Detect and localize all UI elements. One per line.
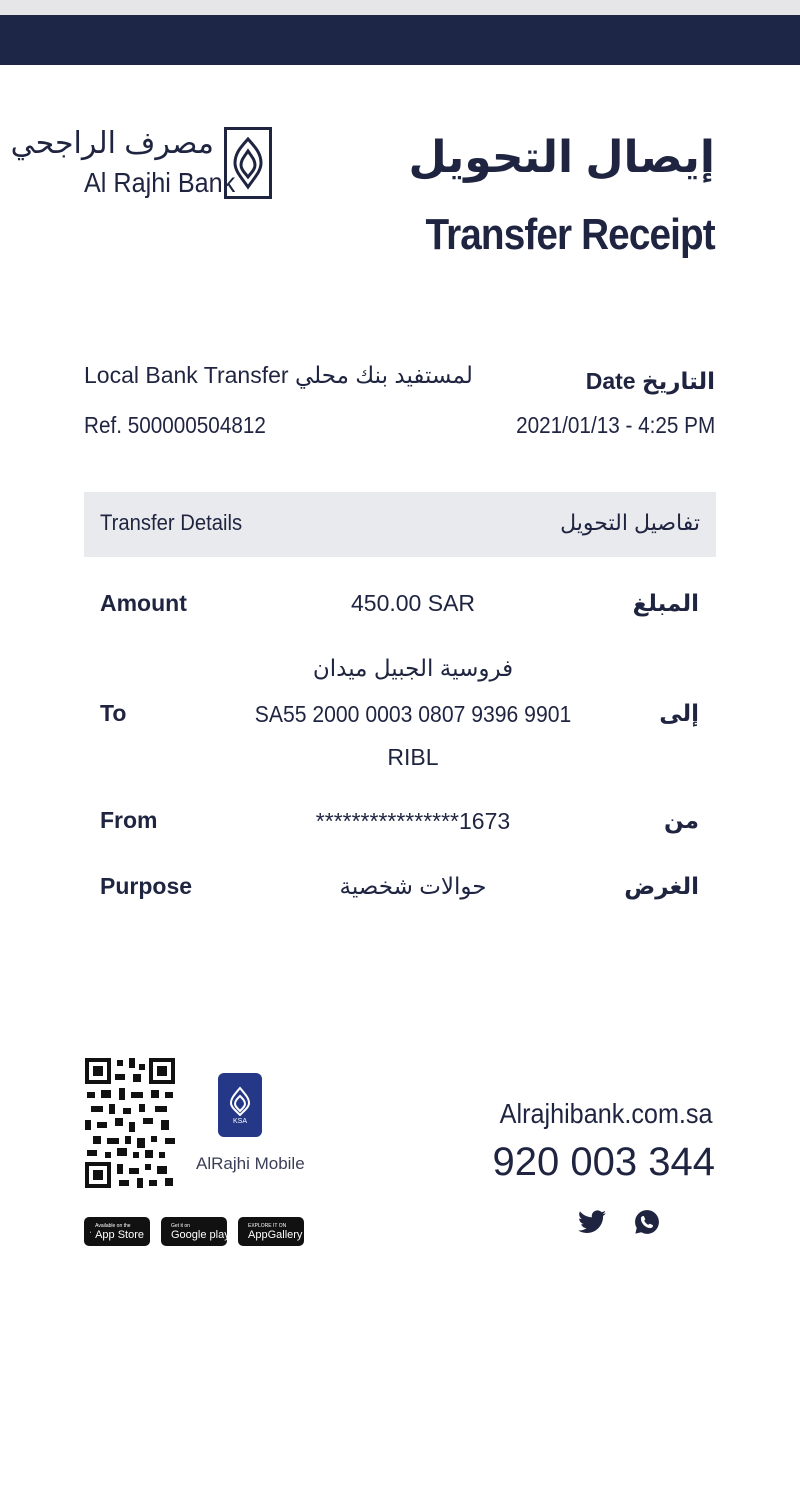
app-gallery-text: AppGallery	[248, 1228, 303, 1241]
from-account: ****************1673	[315, 808, 511, 834]
app-store-small-text: Available on the	[95, 1222, 131, 1229]
date-label: Date التاريخ	[585, 368, 715, 394]
google-play-badge[interactable]	[161, 1217, 230, 1246]
app-gallery-small-text: EXPLORE IT ON	[248, 1222, 287, 1229]
app-store-badge[interactable]	[84, 1217, 150, 1246]
beneficiary-iban: SA55 2000 0003 0807 9396 9901	[254, 701, 572, 727]
beneficiary-bank-code: RIBL	[387, 744, 439, 770]
website-link[interactable]: Alrajhibank.com.sa	[500, 1098, 713, 1129]
app-icon-label: KSA	[232, 1117, 247, 1125]
twitter-icon[interactable]	[577, 1207, 607, 1237]
amount-value: 450.00 SAR	[350, 590, 476, 616]
to-label: To	[100, 700, 127, 726]
bank-logo	[10, 127, 272, 201]
transfer-details-title-english: Transfer Details	[100, 510, 243, 535]
receipt-title-arabic: إيصال التحويل	[408, 133, 715, 182]
app-store-text: App Store	[95, 1228, 144, 1241]
amount-label: Amount	[100, 590, 187, 616]
bank-emblem-icon	[224, 127, 272, 199]
google-play-text: Google play	[171, 1228, 230, 1241]
from-label-arabic: من	[664, 807, 699, 833]
to-label-arabic: إلى	[659, 700, 699, 726]
app-gallery-badge[interactable]	[238, 1217, 304, 1246]
from-label: From	[100, 807, 158, 833]
transfer-details-header	[84, 492, 716, 557]
amount-label-arabic: المبلغ	[632, 590, 699, 616]
reference-number: Ref. 500000504812	[84, 412, 266, 438]
app-name: AlRajhi Mobile	[196, 1154, 305, 1173]
purpose-value: حوالات شخصية	[339, 873, 487, 899]
top-bar	[0, 15, 800, 65]
whatsapp-icon[interactable]	[632, 1207, 662, 1237]
transfer-details-title-arabic: تفاصيل التحويل	[560, 510, 700, 535]
receipt-title-english: Transfer Receipt	[425, 210, 715, 259]
transfer-type: Local Bank Transfer لمستفيد بنك محلي	[84, 362, 473, 388]
bank-name-arabic: مصرف الراجحي	[10, 127, 214, 160]
phone-number[interactable]: 920 003 344	[492, 1140, 715, 1184]
bank-name-english: Al Rajhi Bank	[84, 167, 236, 198]
purpose-label: Purpose	[100, 873, 193, 899]
alrajhi-mobile-app-icon[interactable]	[218, 1073, 262, 1137]
date-value: 2021/01/13 - 4:25 PM	[515, 412, 715, 438]
apple-icon	[90, 1225, 91, 1239]
top-strip	[0, 0, 800, 15]
beneficiary-name: فروسية الجبيل ميدان	[312, 655, 514, 681]
purpose-label-arabic: الغرض	[624, 873, 699, 899]
qr-code[interactable]	[85, 1058, 175, 1188]
google-play-small-text: Get it on	[171, 1222, 190, 1229]
